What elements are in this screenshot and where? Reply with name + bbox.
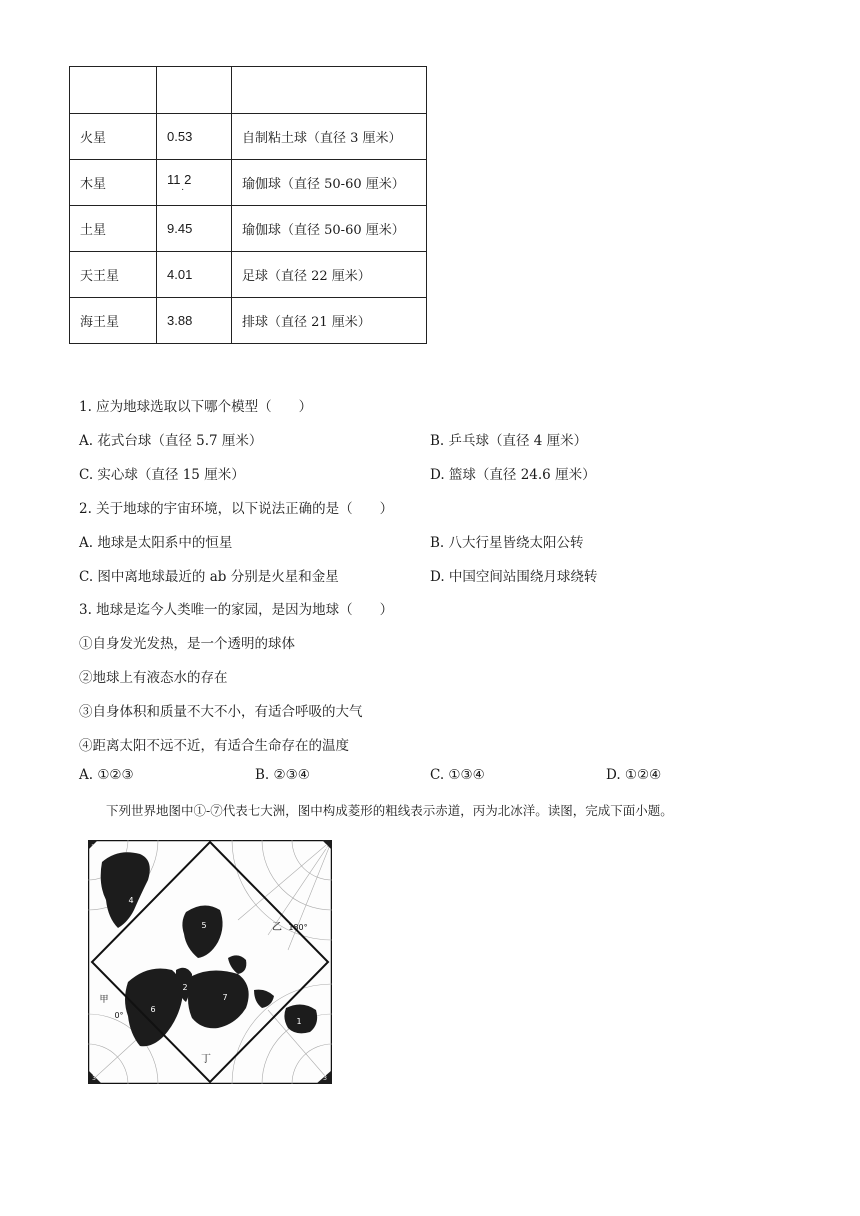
q3-statement-4: ④距离太阳不远不近，有适合生命存在的温度: [79, 738, 349, 754]
planet-model-table: [69, 66, 427, 344]
map-label-180: 180°: [288, 923, 308, 932]
ratio-value-cell-text: 3.88: [167, 313, 193, 328]
model-cell: [232, 114, 427, 160]
ratio-value-cell-text: 4.01: [167, 267, 193, 282]
planet-name-cell: [70, 114, 157, 160]
planet-name-cell-text: 海王星: [80, 315, 120, 330]
q3-stem: 3. 地球是迄今人类唯一的家园，是因为地球（ ）: [79, 602, 394, 618]
model-cell: [232, 160, 427, 206]
planet-name-cell-text: 火星: [80, 131, 107, 146]
model-cell: [232, 67, 427, 114]
table-row: [70, 67, 427, 114]
q3-option-a[interactable]: A. ①②③: [79, 767, 134, 783]
q2-option-b[interactable]: B. 八大行星皆绕太阳公转: [430, 535, 584, 551]
model-cell: [232, 298, 427, 344]
planet-name-cell: [70, 160, 157, 206]
q3-statement-1: ①自身发光发热，是一个透明的球体: [79, 636, 295, 652]
q1-option-d[interactable]: D. 篮球（直径 24.6 厘米）: [430, 467, 596, 483]
q3-option-b[interactable]: B. ②③④: [255, 767, 310, 783]
model-cell-text: 瑜伽球（直径 50-60 厘米）: [242, 177, 405, 192]
ratio-value-cell: [157, 298, 232, 344]
table-row: [70, 206, 427, 252]
q2-option-d[interactable]: D. 中国空间站围绕月球绕转: [430, 569, 598, 585]
continent-label-3-bl: 3: [92, 1075, 96, 1082]
q2-stem: 2. 关于地球的宇宙环境，以下说法正确的是（ ）: [79, 501, 394, 517]
table-row: [70, 252, 427, 298]
continent-label-4: 4: [128, 896, 134, 905]
q1-stem: 1. 应为地球选取以下哪个模型（ ）: [79, 399, 313, 415]
q3-statement-2: ②地球上有液态水的存在: [79, 670, 228, 686]
q3-option-c[interactable]: C. ①③④: [430, 767, 485, 783]
ratio-value-cell: [157, 160, 232, 206]
map-label-yi: 乙: [272, 922, 282, 933]
continent-label-3-tr: 3: [324, 844, 328, 851]
table-row: [70, 114, 427, 160]
ratio-value-cell-text: 9.45: [167, 221, 193, 236]
ratio-value-cell-text: 11 2: [167, 172, 192, 187]
continent-label-6: 6: [150, 1005, 156, 1014]
map-label-ding: 丁: [201, 1054, 211, 1065]
model-cell-text: 瑜伽球（直径 50-60 厘米）: [242, 223, 405, 238]
continent-label-3-tl: 3: [91, 844, 95, 851]
continent-label-5: 5: [201, 921, 207, 930]
planet-name-cell: [70, 298, 157, 344]
model-cell-text: 自制粘土球（直径 3 厘米）: [242, 131, 402, 146]
q2-option-a[interactable]: A. 地球是太阳系中的恒星: [79, 535, 233, 551]
model-cell: [232, 252, 427, 298]
planet-name-cell: [70, 206, 157, 252]
q2-option-c[interactable]: C. 图中离地球最近的 ab 分别是火星和金星: [79, 569, 339, 585]
continent-label-1: 1: [296, 1017, 302, 1026]
planet-name-cell-text: 天王星: [80, 269, 120, 284]
ratio-value-cell: [157, 252, 232, 298]
table-row: [70, 298, 427, 344]
continent-label-7: 7: [222, 993, 228, 1002]
q1-option-a[interactable]: A. 花式台球（直径 5.7 厘米）: [79, 433, 263, 449]
map-label-jia: 甲: [99, 995, 109, 1005]
ratio-value-cell-text: 0.53: [167, 129, 193, 144]
q1-option-c[interactable]: C. 实心球（直径 15 厘米）: [79, 467, 245, 483]
planet-name-cell: [70, 67, 157, 114]
planet-name-cell-text: 土星: [80, 223, 107, 238]
continent-label-2: 2: [182, 983, 188, 992]
table-row: [70, 160, 427, 206]
ratio-value-cell: [157, 114, 232, 160]
model-cell-text: 足球（直径 22 厘米）: [242, 269, 371, 284]
continent-label-3-br: 3: [323, 1075, 327, 1082]
planet-name-cell-text: 木星: [80, 177, 107, 192]
map-label-0: 0°: [114, 1011, 124, 1020]
world-map-figure: [88, 840, 332, 1084]
q1-option-b[interactable]: B. 乒乓球（直径 4 厘米）: [430, 433, 588, 449]
planet-name-cell: [70, 252, 157, 298]
ratio-value-cell: [157, 67, 232, 114]
ratio-value-cell: [157, 206, 232, 252]
map-intro: 下列世界地图中①-⑦代表七大洲，图中构成菱形的粗线表示赤道，丙为北冰洋。读图，完成下面小题。: [106, 803, 673, 818]
value-mark: ·: [181, 184, 185, 195]
q3-statement-3: ③自身体积和质量不大不小，有适合呼吸的大气: [79, 704, 363, 720]
model-cell: [232, 206, 427, 252]
model-cell-text: 排球（直径 21 厘米）: [242, 315, 371, 330]
q3-option-d[interactable]: D. ①②④: [606, 767, 662, 783]
